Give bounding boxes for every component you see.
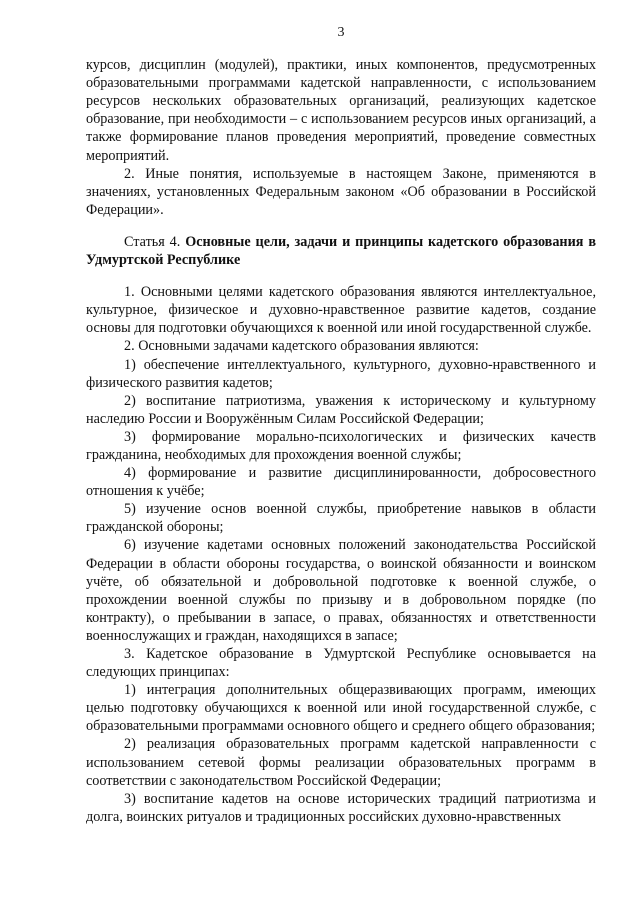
article-paragraph-1: 1. Основными целями кадетского образования являются интеллектуальное, культурное, физическое и духовно-нравственное развитие кадетов, создание основы для подготовки обучающихся к военной или иной государственной службе. xyxy=(86,284,596,337)
task-item-4: 4) формирование и развитие дисциплинированности, добросовестного отношения к учёбе; xyxy=(86,465,596,500)
principle-item-3: 3) воспитание кадетов на основе исторических традиций патриотизма и долга, воинских ритуалов и традиционных российских духовно-нравственных xyxy=(86,790,596,825)
intro-paragraph-2: 2. Иные понятия, используемые в настоящем Законе, применяются в значениях, установленных Федеральным законом «Об образовании в Российской Федерации». xyxy=(86,165,596,218)
article-label: Статья 4. xyxy=(124,233,181,250)
task-item-6: 6) изучение кадетами основных положений законодательства Российской Федерации в области обороны государства, о воинской обязанности и воинском учёте, об обязательной и добровольной подготовке к военной службе, о прохождении военной службы по призыву и в добровольном порядке (по контракту), о пребывании в запасе, о правах, обязанностях и ответственности военнослужащих и граждан, находящихся в запасе; xyxy=(86,537,596,644)
task-item-3: 3) формирование морально-психологических и физических качеств гражданина, необходимых для прохождения военной службы; xyxy=(86,428,596,463)
article-paragraph-3: 3. Кадетское образование в Удмуртской Республике основывается на следующих принципах: xyxy=(86,646,596,681)
principle-item-2: 2) реализация образовательных программ кадетской направленности с использованием сетевой формы реализации образовательных программ в соответствии с законодательством Российской Федерации; xyxy=(86,736,596,789)
task-item-2: 2) воспитание патриотизма, уважения к историческому и культурному наследию России и Вооружённым Силам Российской Федерации; xyxy=(86,392,596,427)
article-heading xyxy=(86,233,596,269)
task-item-5: 5) изучение основ военной службы, приобретение навыков в области гражданской обороны; xyxy=(86,501,596,536)
article-paragraph-2: 2. Основными задачами кадетского образования являются: xyxy=(124,338,479,355)
principle-item-1: 1) интеграция дополнительных общеразвивающих программ, имеющих целью подготовку обучающихся к военной или иной государственной службе, с образовательными программами основного общего и среднего общего образования; xyxy=(86,682,596,735)
article-title: Основные цели, задачи и принципы кадетского образования в Удмуртской Республике xyxy=(86,233,596,269)
intro-paragraph-1: курсов, дисциплин (модулей), практики, иных компонентов, предусмотренных образовательными программами кадетской направленности, с использованием ресурсов нескольких образовательных организаций, реализующих кадетское образование, при необходимости – с использованием ресурсов иных организаций, а также формирование планов проведения мероприятий, проведение совместных мероприятий. xyxy=(86,57,596,164)
task-item-1: 1) обеспечение интеллектуального, культурного, духовно-нравственного и физического развития кадетов; xyxy=(86,356,596,391)
page-number: 3 xyxy=(337,25,345,40)
